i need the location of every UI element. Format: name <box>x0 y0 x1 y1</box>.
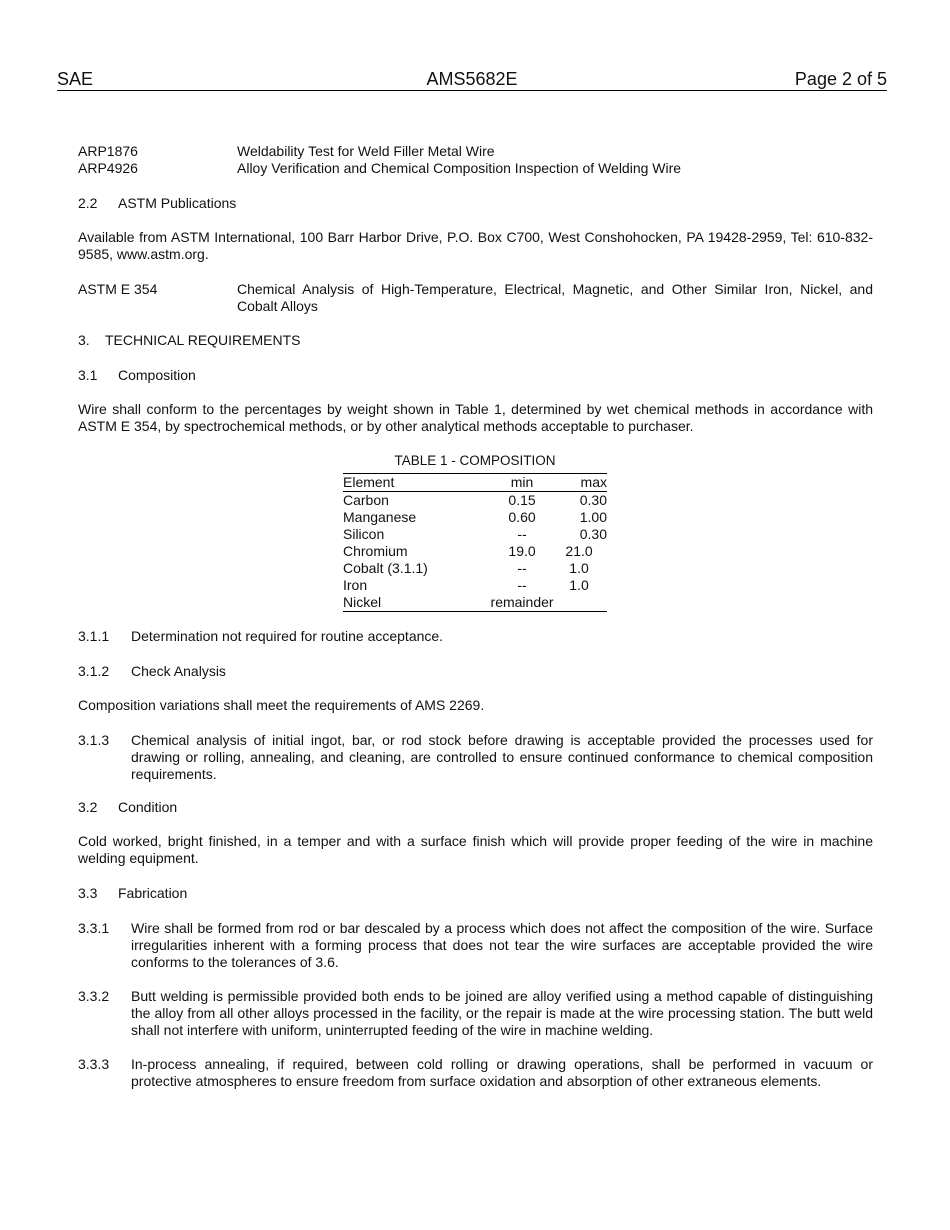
reference-code: ARP4926 <box>78 160 138 176</box>
reference-title: Alloy Verification and Chemical Composition Inspection of Welding Wire <box>237 160 682 176</box>
cell-element: Iron <box>343 577 368 593</box>
section-3-3-heading <box>78 885 187 902</box>
reference-astm-e354 <box>78 281 873 315</box>
cell-max: 1.0 <box>569 577 589 593</box>
section-number: 2.2 <box>78 195 98 211</box>
table-title: TABLE 1 - COMPOSITION <box>394 453 556 468</box>
section-number: 3.2 <box>78 799 98 815</box>
section-title: Fabrication <box>118 885 188 901</box>
cell-min: 0.15 <box>508 492 536 508</box>
section-title: ASTM Publications <box>118 195 237 211</box>
section-number: 3.1.3 <box>78 732 110 748</box>
cell-max: 21.0 <box>565 543 593 559</box>
table-row <box>343 594 607 612</box>
cell-element: Cobalt (3.1.1) <box>343 560 428 576</box>
check-analysis-paragraph: Composition variations shall meet the requirements of AMS 2269. <box>78 697 485 713</box>
section-3-2-heading <box>78 799 177 816</box>
section-text: Wire shall be formed from rod or bar descaled by a process which does not affect the composition of the wire. Surface irregularities inherent with a forming process that does not tear the wire surfaces are acceptable provided the wire conforms to the tolerances of 3.6. <box>131 920 873 970</box>
section-text: In-process annealing, if required, between cold rolling or drawing operations, shall be performed in vacuum or protective atmospheres to ensure freedom from surface oxidation and absorption of other extraneous elements. <box>131 1056 873 1089</box>
table-row <box>343 492 607 510</box>
page-header <box>57 68 887 91</box>
table-header-row <box>343 474 607 492</box>
cell-max: 1.00 <box>579 509 607 525</box>
condition-paragraph: Cold worked, bright finished, in a temper and with a surface finish which will provide proper feeding of the wire in machine welding equipment. <box>78 833 873 866</box>
reference-code: ASTM E 354 <box>78 281 158 297</box>
section-title: TECHNICAL REQUIREMENTS <box>105 332 301 348</box>
section-title: Condition <box>118 799 178 815</box>
section-number: 3.1 <box>78 367 98 383</box>
header-page-number: Page 2 of 5 <box>794 69 887 89</box>
section-number: 3.3.3 <box>78 1056 110 1072</box>
section-3-1-heading <box>78 367 196 384</box>
cell-element: Chromium <box>343 543 408 559</box>
section-text: Chemical analysis of initial ingot, bar, or rod stock before drawing is acceptable provided the processes used for drawing or rolling, annealing, and cleaning, are controlled to ensure continued conformance to chemical composition requirements. <box>131 732 873 782</box>
astm-availability-paragraph: Available from ASTM International, 100 Barr Harbor Drive, P.O. Box C700, West Conshohocken, PA 19428-2959, Tel: 610-832-9585, www.astm.org. <box>78 229 873 262</box>
section-number: 3.3 <box>78 885 98 901</box>
section-text: Determination not required for routine acceptance. <box>131 628 444 644</box>
section-number: 3. <box>78 332 90 348</box>
cell-max: 1.0 <box>569 560 589 576</box>
cell-element: Silicon <box>343 526 385 542</box>
cell-min: 0.60 <box>508 509 536 525</box>
section-number: 3.3.1 <box>78 920 110 936</box>
column-header-min: min <box>485 474 559 492</box>
section-3-heading <box>78 332 301 349</box>
reference-title: Chemical Analysis of High-Temperature, Electrical, Magnetic, and Other Similar Iron, Nickel, and Cobalt Alloys <box>237 281 873 314</box>
cell-min: -- <box>517 577 527 593</box>
reference-title: Weldability Test for Weld Filler Metal Wire <box>237 143 495 159</box>
section-title: Check Analysis <box>131 663 226 679</box>
table-row <box>343 526 607 543</box>
table-row <box>343 543 607 560</box>
cell-element: Carbon <box>343 492 389 508</box>
cell-element: Manganese <box>343 509 417 525</box>
section-text: Butt welding is permissible provided both ends to be joined are alloy verified using a method capable of distinguishing the alloy from all other alloys processed in the facility, or the repair is made at the wire processing station. The butt weld shall not interfere with uniform, uninterrupted feeding of the wire in machine welding. <box>131 988 873 1038</box>
section-number: 3.1.2 <box>78 663 110 679</box>
header-org: SAE <box>57 69 94 89</box>
cell-max: 0.30 <box>579 526 607 542</box>
table-row <box>343 560 607 577</box>
header-doc-number: AMS5682E <box>426 69 518 89</box>
column-header-element: Element <box>343 474 485 492</box>
cell-element: Nickel <box>343 594 485 612</box>
cell-max <box>559 594 607 612</box>
section-title: Composition <box>118 367 196 383</box>
cell-min: -- <box>517 560 527 576</box>
composition-table <box>343 473 607 612</box>
cell-max: 0.30 <box>579 492 607 508</box>
composition-paragraph: Wire shall conform to the percentages by weight shown in Table 1, determined by wet chemical methods in accordance with ASTM E 354, by spectrochemical methods, or by other analytical methods acceptable to purchaser. <box>78 401 873 434</box>
cell-min: -- <box>517 526 527 542</box>
cell-min: 19.0 <box>508 543 536 559</box>
table-row <box>343 577 607 594</box>
section-number: 3.3.2 <box>78 988 110 1004</box>
cell-min: remainder <box>485 594 559 612</box>
table-row <box>343 509 607 526</box>
column-header-max: max <box>559 474 607 492</box>
section-number: 3.1.1 <box>78 628 110 644</box>
reference-code: ARP1876 <box>78 143 138 159</box>
section-2-2-heading <box>78 195 236 212</box>
